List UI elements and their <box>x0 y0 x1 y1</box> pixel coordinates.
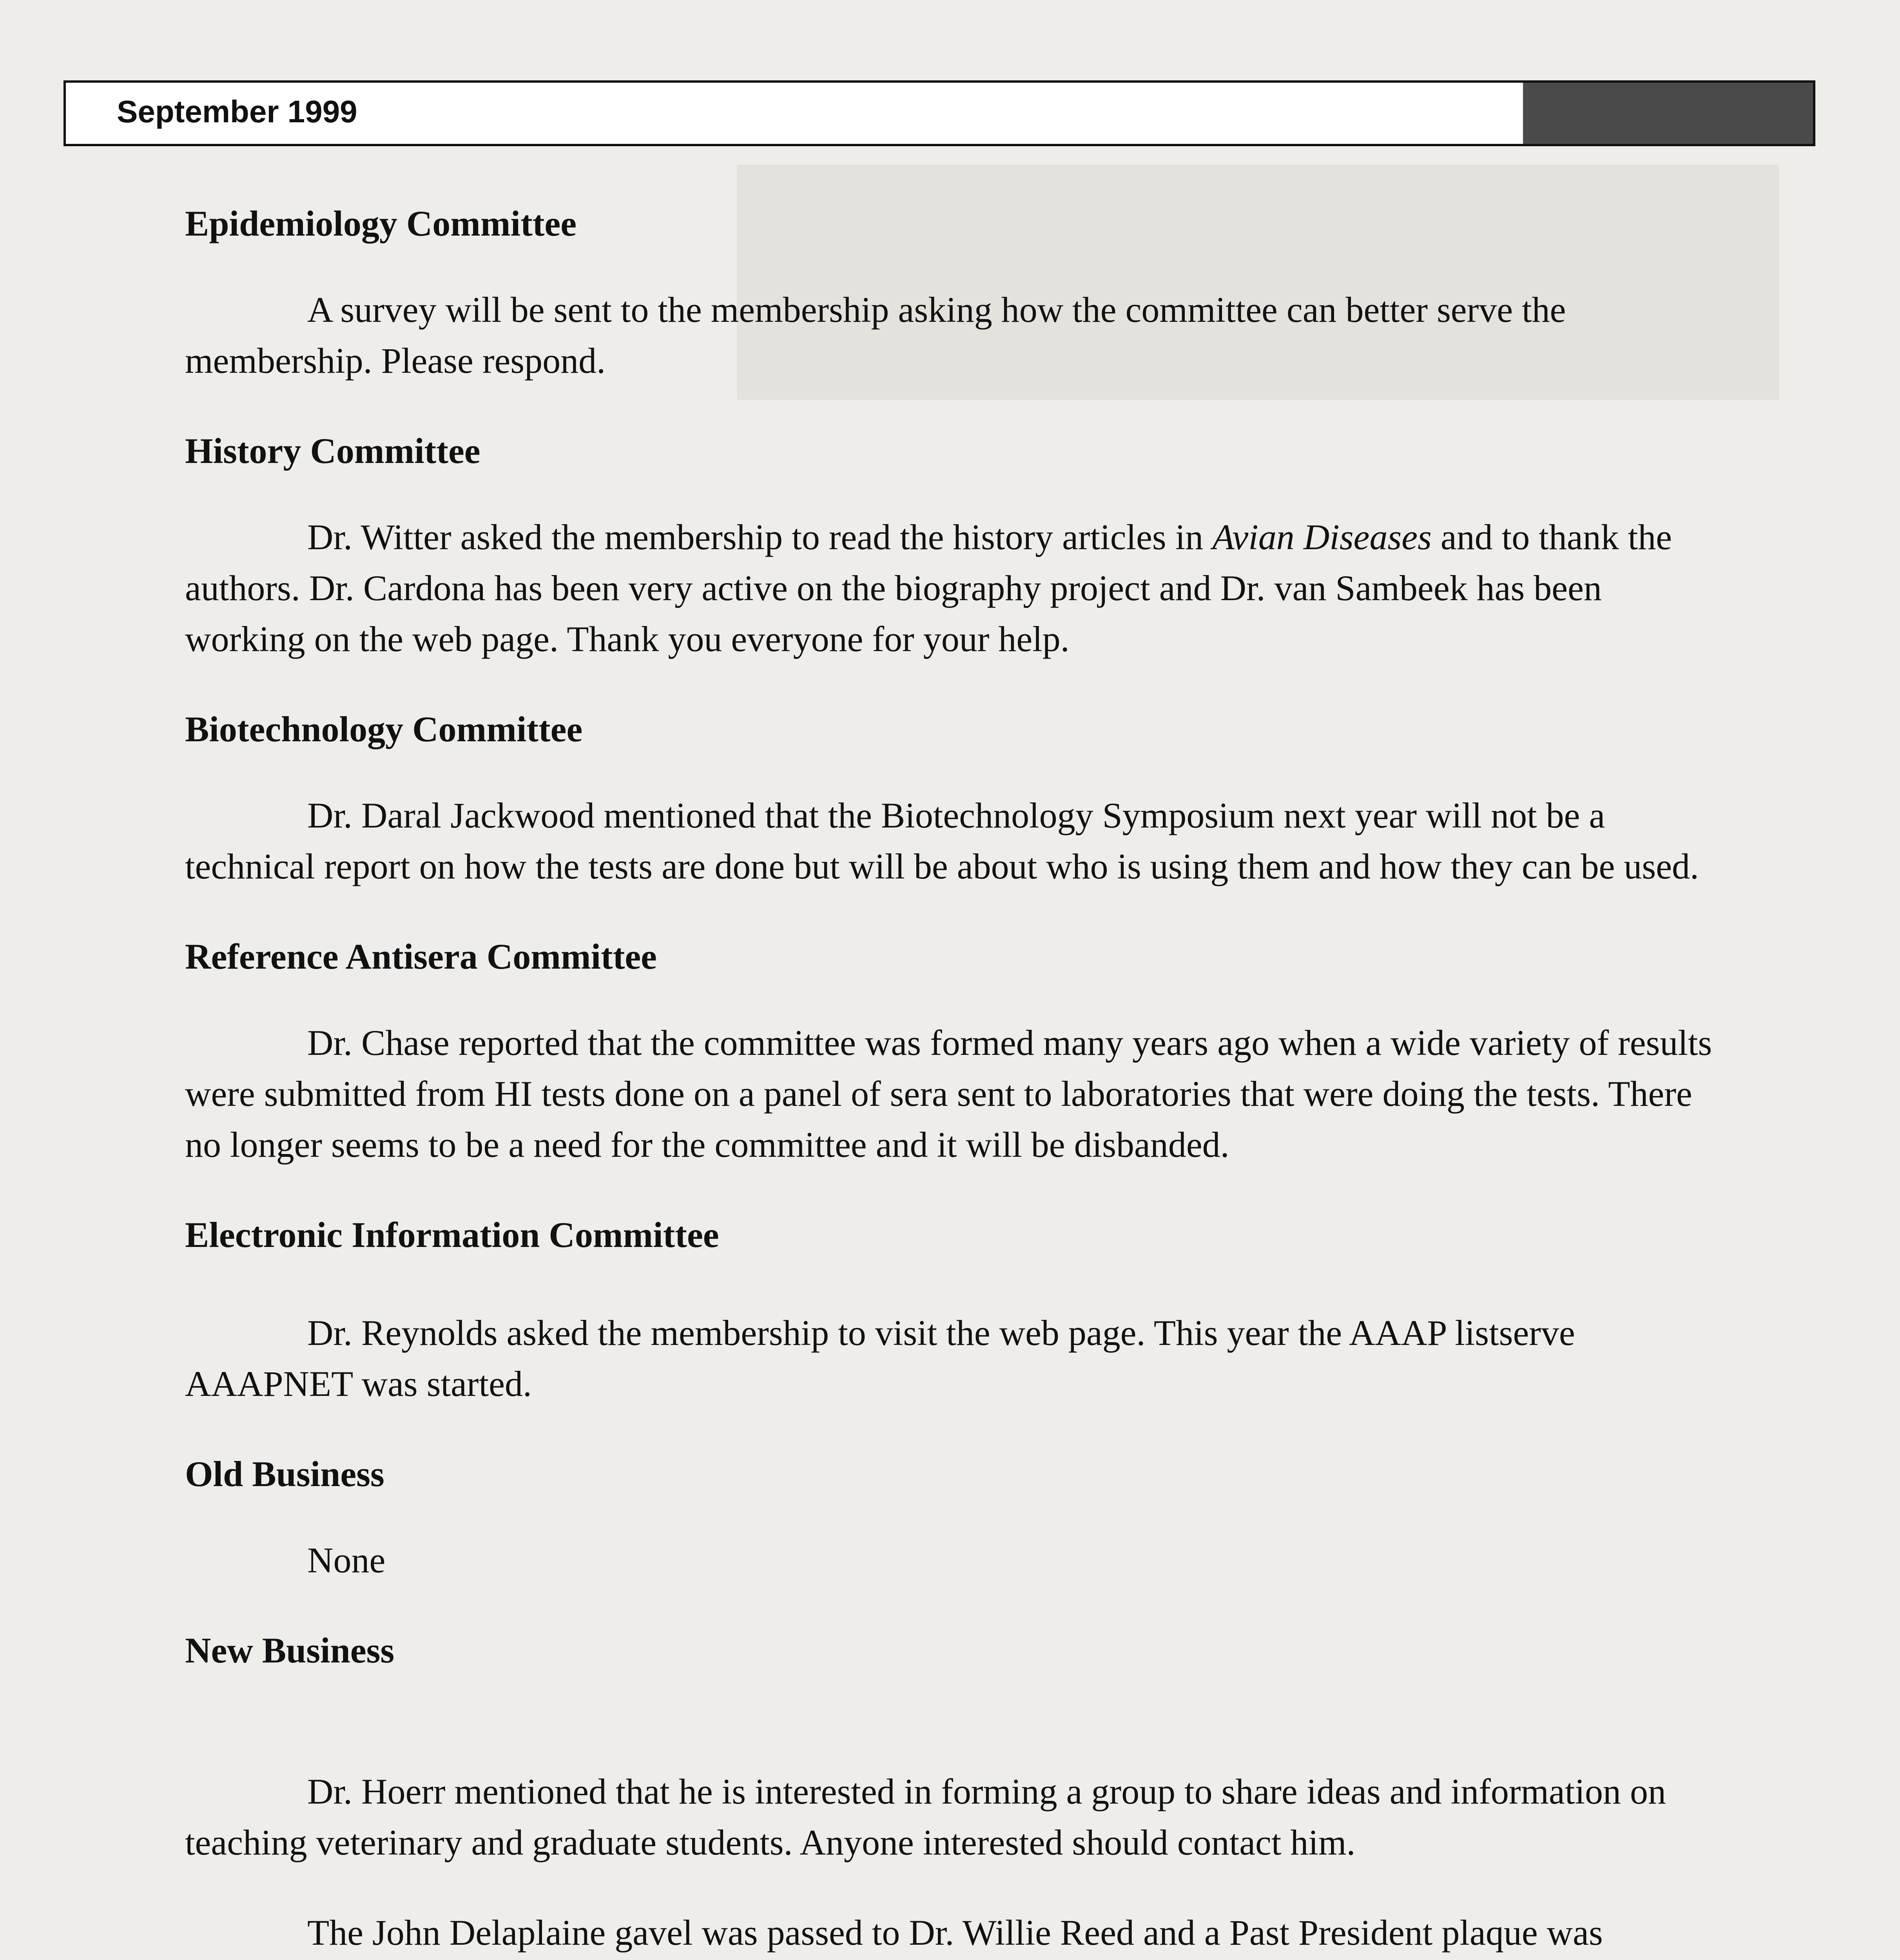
header-dark-block <box>1523 83 1813 144</box>
section-heading-reference-antisera: Reference Antisera Committee <box>185 936 657 976</box>
section-text-biotechnology: Dr. Daral Jackwood mentioned that the Biotechnology Symposium next year will not be a technical report on how the tests are done but will be about who is using them and how they can be used. <box>185 795 1699 886</box>
section-text-new-business-1: Dr. Hoerr mentioned that he is interested in forming a group to share ideas and information on teaching veterinary and graduate students. Anyone interested should contact him. <box>185 1771 1666 1862</box>
section-heading-history: History Committee <box>185 431 480 471</box>
section-text-epidemiology: A survey will be sent to the membership asking how the committee can better serve the membership. Please respond. <box>185 290 1566 381</box>
section-text-new-business-2: The John Delaplaine gavel was passed to Dr. Willie Reed and a Past President plaque was <box>307 1913 1603 1953</box>
section-text-history: Dr. Witter asked the membership to read the history articles in Avian Diseases and to thank the authors. Dr. Cardona has been very active on the biography project and Dr. van Sambeek has been working on the web page. Thank you everyone for your help. <box>185 517 1672 659</box>
section-text-electronic-information: Dr. Reynolds asked the membership to visit the web page. This year the AAAP listserve AAAPNET was started. <box>185 1313 1575 1404</box>
section-heading-new-business: New Business <box>185 1630 395 1670</box>
section-text-old-business: None <box>307 1540 386 1580</box>
section-heading-biotechnology: Biotechnology Committee <box>185 709 583 749</box>
section-heading-epidemiology: Epidemiology Committee <box>185 203 577 243</box>
header-date: September 1999 <box>117 94 357 129</box>
journal-title: Avian Diseases <box>1212 517 1432 557</box>
header-bar <box>63 80 1815 146</box>
section-text-reference-antisera: Dr. Chase reported that the committee was formed many years ago when a wide variety of results were submitted from HI tests done on a panel of sera sent to laboratories that were doing the tests. There no longer seems to be a need for the committee and it will be disbanded. <box>185 1023 1712 1165</box>
section-heading-electronic-information: Electronic Information Committee <box>185 1215 719 1255</box>
section-heading-old-business: Old Business <box>185 1454 384 1494</box>
article-body <box>185 198 1713 1960</box>
